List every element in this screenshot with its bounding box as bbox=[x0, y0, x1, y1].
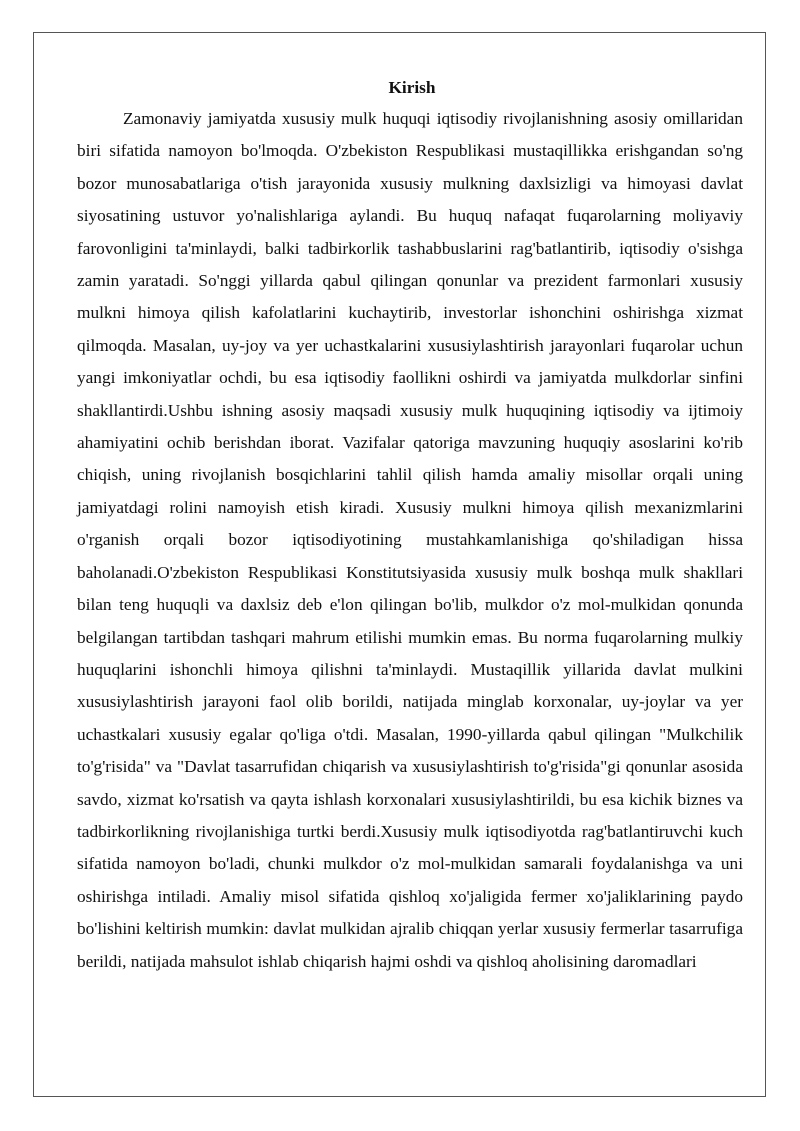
body-paragraph: Zamonaviy jamiyatda xususiy mulk huquqi iqtisodiy rivojlanishning asosiy omillaridan biri sifatida namoyon bo'lmoqda. O'zbekiston Respublikasi mustaqillikka erishgandan so'ng bozor munosabatlariga o'tish jarayonida xususiy mulkning daxlsizligi va himoyasi davlat siyosatining ustuvor yo'nalishlariga aylandi. Bu huquq nafaqat fuqarolarning moliyaviy farovonligini ta'minlaydi, balki tadbirkorlik tashabbuslarini rag'batlantirib, iqtisodiy o'sishga zamin yaratadi. So'nggi yillarda qabul qilingan qonunlar va prezident farmonlari xususiy mulkni himoya qilish kafolatlarini kuchaytirib, investorlar ishonchini oshirishga xizmat qilmoqda. Masalan, uy-joy va yer uchastkalarini xususiylashtirish jarayonlari fuqarolar uchun yangi imkoniyatlar ochdi, bu esa iqtisodiy faollikni oshirdi va jamiyatda mulkdorlar sinfini shakllantirdi.Ushbu ishning asosiy maqsadi xususiy mulk huquqining iqtisodiy va ijtimoiy ahamiyatini ochib berishdan iborat. Vazifalar qatoriga mavzuning huquqiy asoslarini ko'rib chiqish, uning rivojlanish bosqichlarini tahlil qilish hamda amaliy misollar orqali uning jamiyatdagi rolini namoyish etish kiradi. Xususiy mulkni himoya qilish mexanizmlarini o'rganish orqali bozor iqtisodiyotining mustahkamlanishiga qo'shiladigan hissa baholanadi.O'zbekiston Respublikasi Konstitutsiyasida xususiy mulk boshqa mulk shakllari bilan teng huquqli va daxlsiz deb e'lon qilingan bo'lib, mulkdor o'z mol-mulkidan qonunda belgilangan tartibdan tashqari mahrum etilishi mumkin emas. Bu norma fuqarolarning mulkiy huquqlarini ishonchli himoya qilishni ta'minlaydi. Mustaqillik yillarida davlat mulkini xususiylashtirish jarayoni faol olib borildi, natijada minglab korxonalar, uy-joylar va yer uchastkalari xususiy egalar qo'liga o'tdi. Masalan, 1990-yillarda qabul qilingan "Mulkchilik to'g'risida" va "Davlat tasarrufidan chiqarish va xususiylashtirish to'g'risida"gi qonunlar asosida savdo, xizmat ko'rsatish va qayta ishlash korxonalari xususiylashtirildi, bu esa kichik biznes va tadbirkorlikning rivojlanishiga turtki berdi.Xususiy mulk iqtisodiyotda rag'batlantiruvchi kuch sifatida namoyon bo'ladi, chunki mulkdor o'z mol-mulkidan samarali foydalanishga va uni oshirishga intiladi. Amaliy misol sifatida qishloq xo'jaligida fermer xo'jaliklarining paydo bo'lishini keltirish mumkin: davlat mulkidan ajralib chiqqan yerlar xususiy fermerlar tasarrufiga berildi, natijada mahsulot ishlab chiqarish hajmi oshdi va qishloq aholisining daromadlari bbox=[77, 109, 743, 971]
document-content bbox=[77, 72, 743, 978]
section-title: Kirish bbox=[388, 78, 436, 97]
